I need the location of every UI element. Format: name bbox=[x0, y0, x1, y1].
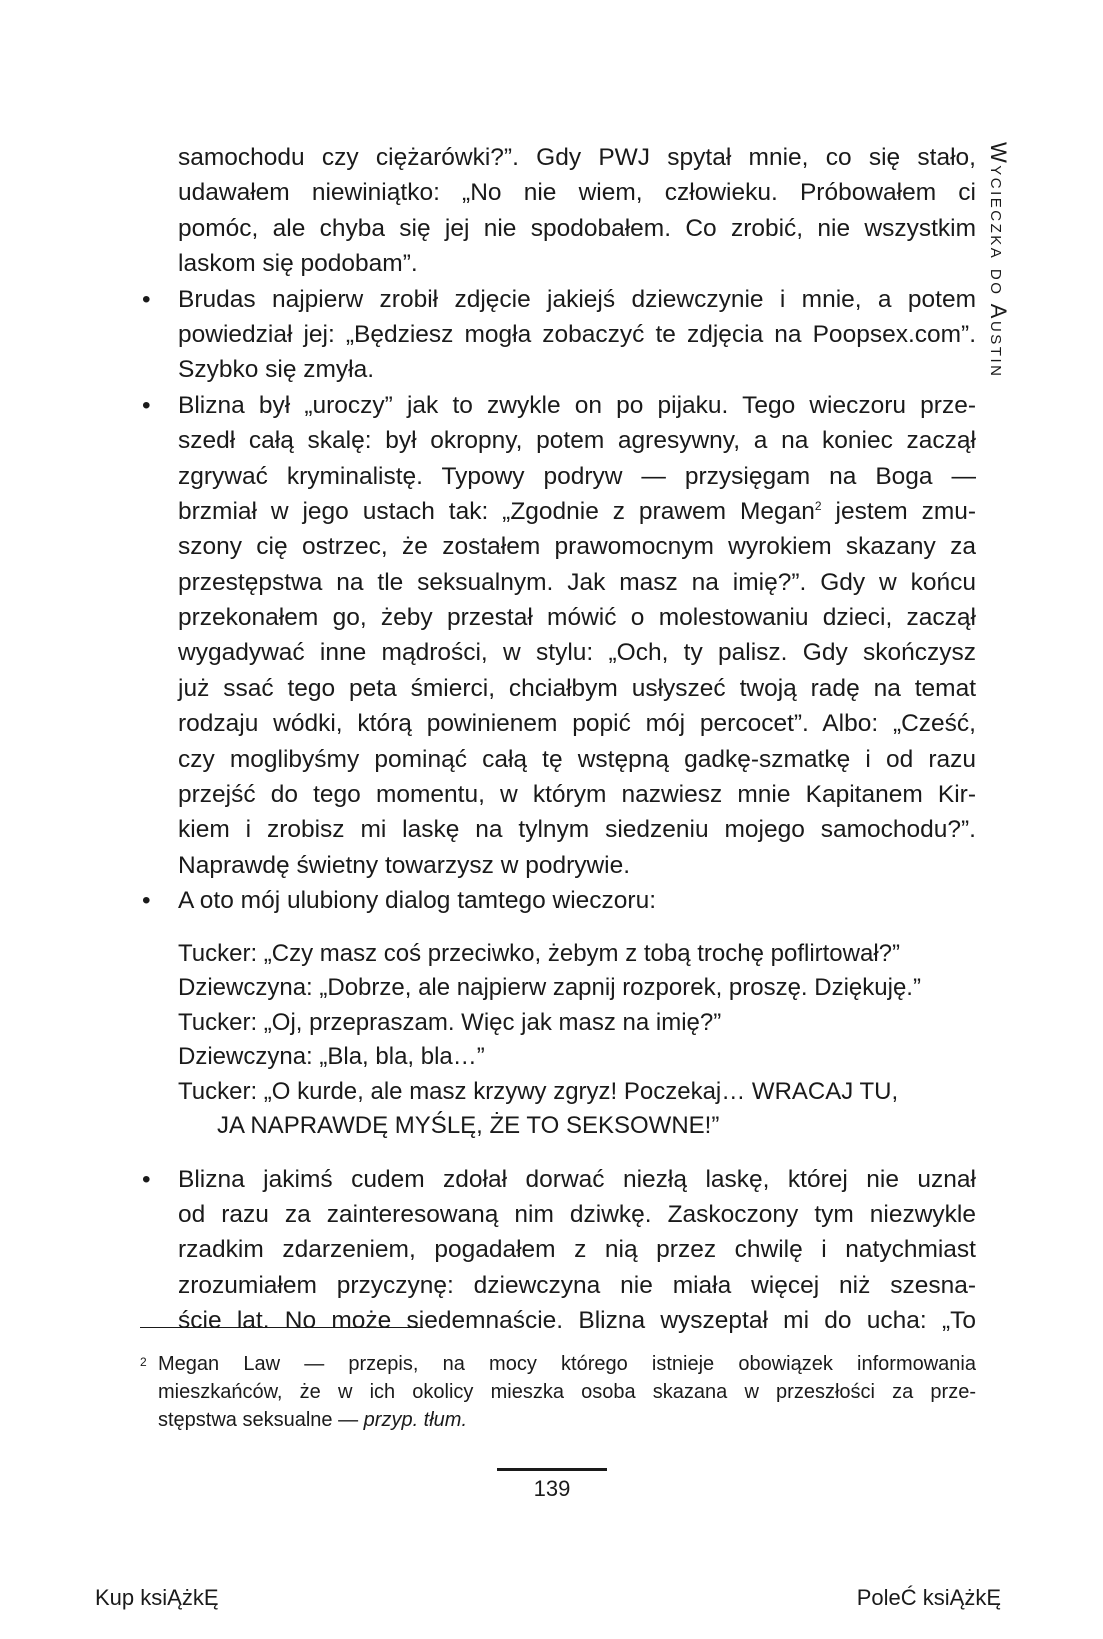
dialog-line: Dziewczyna: „Bla, bla, bla…” bbox=[178, 1043, 485, 1071]
text-segment: jestem zmu- bbox=[821, 497, 977, 525]
bullet-item bbox=[140, 388, 976, 883]
text-line: rzadkim zdarzeniem, pogadałem z nią przez chwilę i natychmiast bbox=[178, 1236, 976, 1264]
text-line: udawałem niewiniątko: „No nie wiem, człowieku. Próbowałem ci bbox=[178, 179, 976, 207]
text-line bbox=[140, 494, 976, 529]
text-line: szony cię ostrzec, że zostałem prawomocnym wyrokiem skazany za bbox=[178, 533, 976, 561]
paragraph-continuation bbox=[140, 140, 976, 282]
text-line: rodzaju wódki, którą powinienem popić mój percocet”. Albo: „Cześć, bbox=[178, 710, 976, 738]
text-line: przestępstwa na tle seksualnym. Jak masz na imię?”. Gdy w końcu bbox=[178, 568, 976, 596]
text-line: kiem i zrobisz mi laskę na tylnym siedzeniu mojego samochodu?”. bbox=[178, 816, 976, 844]
dialog-line: Tucker: „O kurde, ale masz krzywy zgryz! Poczekaj… WRACAJ TU, bbox=[178, 1077, 899, 1105]
bullet-item bbox=[140, 282, 976, 388]
footnote-line: Megan Law — przepis, na mocy którego istnieje obowiązek informowania bbox=[158, 1353, 976, 1375]
text-line: samochodu czy ciężarówki?”. Gdy PWJ spytał mnie, co się stało, bbox=[178, 144, 976, 171]
text-line: już ssać tego peta śmierci, chciałbym usłyszeć twoją radę na temat bbox=[178, 674, 976, 702]
text-line: • Blizna jakimś cudem zdołał dorwać niezłą laskę, której nie uznał bbox=[140, 1162, 976, 1197]
footnote-attribution: przyp. tłum. bbox=[363, 1409, 468, 1431]
text-line: pomóc, ale chyba się jej nie spodobałem. Co zrobić, nie wszystkim bbox=[178, 214, 976, 242]
buy-book-link[interactable]: Kup ksiĄżkĘ bbox=[95, 1585, 219, 1610]
text-line: zgrywać kryminalistę. Typowy podryw — przysięgam na Boga — bbox=[178, 462, 976, 490]
bullet-item bbox=[140, 1162, 976, 1339]
bullet-item bbox=[140, 883, 976, 918]
dialog-line: JA NAPRAWDĘ MYŚLĘ, ŻE TO SEKSOWNE!” bbox=[217, 1112, 720, 1140]
text-line: • Blizna był „uroczy” jak to zwykle on po pijaku. Tego wieczoru prze- bbox=[140, 388, 976, 423]
text-line: • A oto mój ulubiony dialog tamtego wieczoru: bbox=[140, 883, 976, 918]
footnote-divider bbox=[140, 1327, 423, 1328]
footnote-line: mieszkańców, że w ich okolicy mieszka osoba skazana w przeszłości za prze- bbox=[158, 1381, 976, 1403]
dialog-line: Tucker: „Czy masz coś przeciwko, żebym z tobą trochę poflirtował?” bbox=[178, 939, 901, 967]
footnote-line bbox=[140, 1406, 976, 1434]
text-line: szedł całą skalę: był okropny, potem agresywny, a na koniec zaczął bbox=[178, 427, 976, 455]
text-line: wygadywać inne mądrości, w stylu: „Och, ty palisz. Gdy skończysz bbox=[178, 639, 976, 667]
text-line: laskom się podobam”. bbox=[178, 250, 418, 278]
dialog-line: Tucker: „Oj, przepraszam. Więc jak masz na imię?” bbox=[178, 1008, 722, 1036]
dialog-line: Dziewczyna: „Dobrze, ale najpierw zapnij rozporek, proszę. Dziękuję.” bbox=[178, 974, 921, 1002]
text-line: zrozumiałem przyczynę: dziewczyna nie miała więcej niż szesna- bbox=[178, 1271, 976, 1299]
text-line: Szybko się zmyła. bbox=[178, 356, 375, 384]
body-text bbox=[140, 140, 976, 1339]
text-line: ście lat. No może siedemnaście. Blizna wyszeptał mi do ucha: „To bbox=[178, 1307, 976, 1335]
text-line: czy moglibyśmy pominąć całą tę wstępną gadkę-szmatkę i od razu bbox=[178, 745, 976, 773]
text-segment: brzmiał w jego ustach tak: „Zgodnie z prawem Megan bbox=[178, 497, 815, 525]
running-header: Wycieczka do Austin bbox=[986, 142, 1011, 379]
text-line: od razu za zainteresowaną nim dziwkę. Zaskoczony tym niezwykle bbox=[178, 1200, 976, 1228]
footnote-reference[interactable]: 2 bbox=[814, 498, 822, 513]
text-line: Naprawdę świetny towarzysz w podrywie. bbox=[178, 851, 631, 879]
recommend-book-link[interactable]: PoleĆ ksiĄżkĘ bbox=[856, 1585, 1001, 1610]
text-line: powiedział jej: „Będziesz mogła zobaczyć te zdjęcia na Poopsex.com”. bbox=[178, 320, 976, 348]
footnote-text: stępstwa seksualne — bbox=[158, 1409, 364, 1431]
footnote-number: 2 bbox=[140, 1355, 147, 1369]
footnote bbox=[140, 1350, 976, 1434]
text-line: przejść do tego momentu, w którym nazwiesz mnie Kapitanem Kir- bbox=[178, 781, 976, 809]
text-line: przekonałem go, żeby przestał mówić o molestowaniu dzieci, zaczął bbox=[178, 604, 976, 632]
dialog-block bbox=[140, 937, 976, 1144]
page-number: 139 bbox=[533, 1476, 571, 1501]
text-line: • Brudas najpierw zrobił zdjęcie jakiejś dziewczynie i mnie, a potem bbox=[140, 282, 976, 317]
page-number-rule bbox=[497, 1468, 607, 1471]
